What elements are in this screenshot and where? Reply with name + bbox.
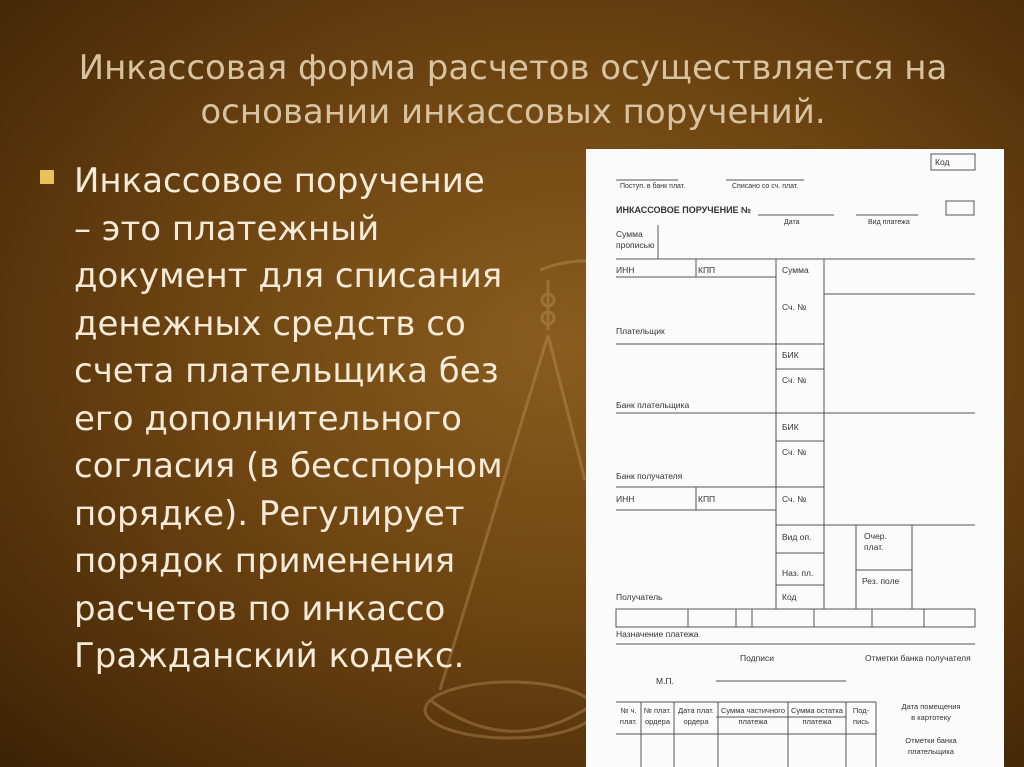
- payer-bank-marks-label: плательщика: [908, 747, 954, 756]
- body-line: Инкассовое поручение: [74, 161, 485, 201]
- card-date-label: Дата помещения: [901, 702, 961, 711]
- reserve-field-label: Рез. поле: [862, 576, 900, 586]
- payment-type-label: Вид платежа: [868, 219, 910, 226]
- recipient-inn-label: ИНН: [616, 494, 635, 504]
- body-line: согласия (в бесспорном: [74, 446, 503, 486]
- order-label: Очер.: [864, 531, 887, 541]
- body-line: порядке). Регулирует: [74, 493, 465, 534]
- col-partial-num: № ч.: [620, 706, 637, 715]
- recipient-kpp-label: КПП: [698, 494, 716, 504]
- recipient-bik-label: БИК: [782, 422, 799, 432]
- body-line: – это платежный: [74, 208, 380, 249]
- col-partial-amount: Сумма частичного: [720, 706, 786, 715]
- form-doc-title: ИНКАССОВОЕ ПОРУЧЕНИЕ №: [616, 205, 752, 215]
- title-line: основании инкассовых поручений.: [200, 92, 826, 132]
- stamp-label: М.П.: [656, 676, 674, 686]
- signatures-label: Подписи: [740, 653, 774, 663]
- body-line: расчетов по инкассо: [74, 588, 446, 629]
- payment-purpose-label: Назначение платежа: [616, 629, 699, 639]
- payer-bank-label: Банк плательщика: [616, 400, 690, 410]
- body-line: его дополнительного: [74, 398, 462, 439]
- payer-bank-marks-label: Отметки банка: [905, 736, 957, 745]
- collection-order-form: [586, 149, 1004, 767]
- col-remaining-amount: Сумма остатка: [791, 706, 843, 715]
- slide-title: [40, 46, 986, 134]
- payer-inn-label: ИНН: [616, 265, 635, 275]
- col-order-date: ордера: [683, 717, 709, 726]
- body-line: денежных средств со: [74, 303, 466, 344]
- col-partial-num: плат.: [619, 717, 638, 726]
- purpose-code-label: Наз. пл.: [782, 568, 814, 578]
- received-label: Поступ. в банк плат.: [620, 183, 686, 190]
- title-line: Инкассовая форма расчетов осуществляется на: [78, 48, 948, 88]
- col-remaining-amount: платежа: [802, 717, 832, 726]
- col-partial-amount: платежа: [738, 717, 768, 726]
- recipient-bank-label: Банк получателя: [616, 471, 683, 481]
- col-order-num: ордера: [644, 717, 671, 726]
- bank-marks-label: Отметки банка получателя: [865, 653, 971, 663]
- bullet-marker: [40, 170, 54, 184]
- col-order-num: № плат.: [643, 706, 672, 715]
- recipient-label: Получатель: [616, 592, 663, 602]
- payer-bank-account-label: Сч. №: [782, 375, 807, 385]
- date-label: Дата: [784, 219, 800, 226]
- amount-label: Сумма: [782, 265, 809, 275]
- order-label: плат.: [864, 542, 884, 552]
- payer-kpp-label: КПП: [698, 265, 716, 275]
- amount-words-label: Сумма: [616, 229, 643, 239]
- slide-body-text: [74, 158, 544, 681]
- payer-bik-label: БИК: [782, 350, 799, 360]
- amount-words-label: прописью: [616, 240, 655, 250]
- recipient-account-label: Сч. №: [782, 494, 807, 504]
- col-signature: Под-: [852, 706, 870, 715]
- col-signature: пись: [853, 717, 869, 726]
- payer-account-label: Сч. №: [782, 302, 807, 312]
- col-order-date: Дата плат.: [678, 706, 714, 715]
- body-line: Гражданский кодекс.: [74, 636, 465, 676]
- debited-label: Списано со сч. плат.: [732, 183, 799, 190]
- body-line: порядок применения: [74, 541, 456, 581]
- recipient-bank-account-label: Сч. №: [782, 447, 807, 457]
- code-label: Код: [782, 592, 797, 602]
- body-line: документ для списания: [74, 256, 503, 296]
- form-code: Код: [935, 157, 950, 167]
- body-line: счета плательщика без: [74, 351, 499, 391]
- op-type-label: Вид оп.: [782, 532, 812, 542]
- payer-label: Плательщик: [616, 326, 665, 336]
- card-date-label: в картотеку: [911, 713, 951, 722]
